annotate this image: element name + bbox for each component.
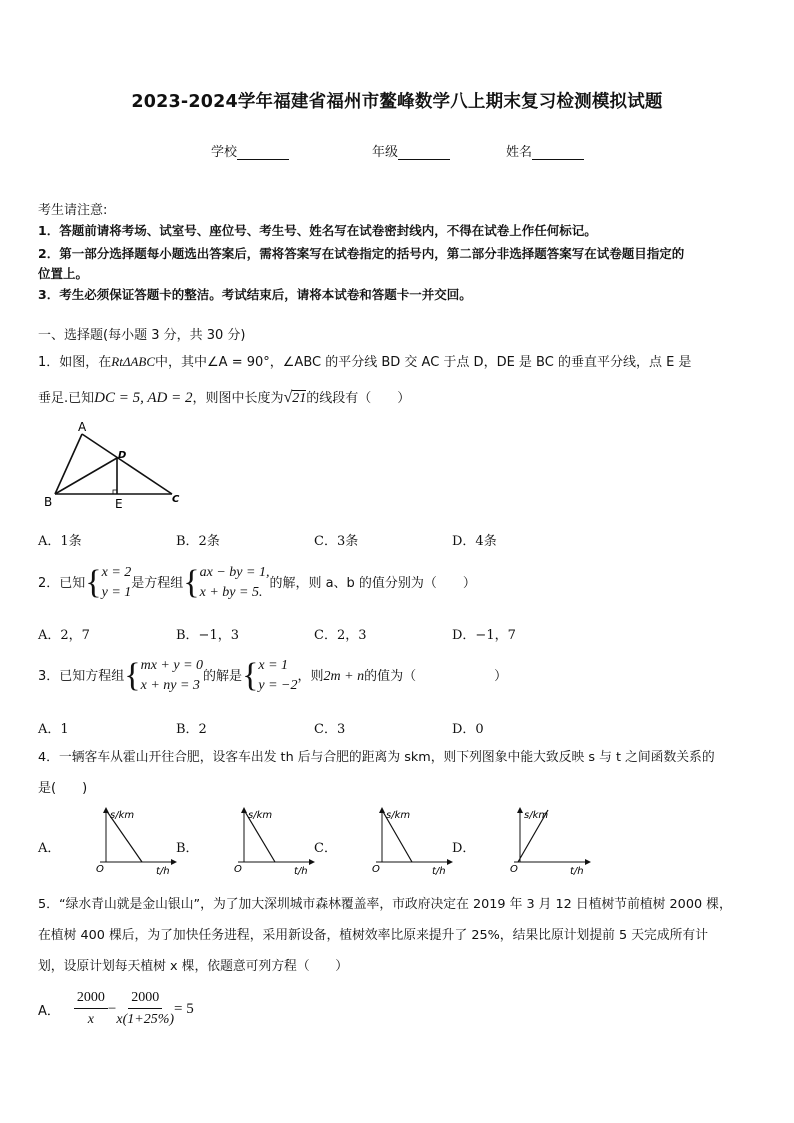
x-label: t/h (570, 866, 584, 877)
q2-option-a[interactable]: A．2，7 (38, 628, 90, 643)
q4-graph-d (484, 806, 594, 878)
grade-field: 年级 (372, 141, 450, 160)
q4-option-c[interactable]: C． (314, 841, 337, 856)
notice-item-2: 2．第一部分选择题每小题选出答案后，需将答案写在试卷指定的括号内，第二部分非选择题答案写在试卷题目指定的 (38, 246, 685, 261)
q2-option-c[interactable]: C．2，3 (314, 628, 367, 643)
label-a: A (78, 420, 87, 434)
label-e: E (115, 497, 123, 511)
q1-option-d[interactable]: D．4条 (452, 534, 497, 549)
x-label: t/h (432, 866, 446, 877)
q4-option-d[interactable]: D． (452, 841, 476, 856)
y-label: s/km (524, 810, 549, 821)
y-label: s/km (386, 810, 411, 821)
q4-graph-c (346, 806, 456, 878)
q2-option-b[interactable]: B．−1，3 (176, 628, 239, 643)
question-4-line-2: 是( ) (38, 781, 88, 796)
question-1-line-1: 1．如图，在RtΔABC中，其中∠A = 90°，∠ABC 的平分线 BD 交 AC 于点 D，DE 是 BC 的垂直平分线，点 E 是 (38, 354, 692, 370)
origin-label: O (372, 864, 380, 875)
origin-label: O (510, 864, 518, 875)
q4-option-a[interactable]: A． (38, 841, 61, 856)
question-2: 2．已知 { x = 2 y = 1 是方程组 { ax − by = 1, x + by = 5. 的解，则 a、b 的值分别为（ ） (38, 564, 476, 601)
question-4-line-1: 4．一辆客车从霍山开往合肥，设客车出发 th 后与合肥的距离为 skm，则下列图象中能大致反映 s 与 t 之间函数关系的 (38, 750, 715, 765)
notice-item-1: 1．答题前请将考场、试室号、座位号、考生号、姓名写在试卷密封线内，不得在试卷上作任何标记。 (38, 223, 597, 238)
notice-heading: 考生请注意: (38, 203, 108, 218)
name-field: 姓名 (506, 141, 584, 160)
q1-option-b[interactable]: B．2条 (176, 534, 220, 549)
origin-label: O (96, 864, 104, 875)
triangle-figure (38, 420, 188, 512)
notice-item-2-cont: 位置上。 (38, 266, 89, 281)
q4-graph-a (70, 806, 180, 878)
question-5-line-1: 5．“绿水青山就是金山银山”，为了加大深圳城市森林覆盖率，市政府决定在 2019 年 3 月 12 日植树节前植树 2000 棵， (38, 897, 732, 912)
q4-graph-b (208, 806, 318, 878)
q3-option-c[interactable]: C．3 (314, 722, 346, 737)
q5-option-a[interactable]: A． $\frac{2000}{x}$ − $\frac{2000}{x(1+25\%)}$ = 5 (38, 990, 194, 1027)
y-label: s/km (248, 810, 273, 821)
label-d: D (118, 450, 127, 461)
notice-item-3: 3．考生必须保证答题卡的整洁。考试结束后，请将本试卷和答题卡一并交回。 (38, 287, 472, 302)
x-label: t/h (156, 866, 170, 877)
q3-option-a[interactable]: A．1 (38, 722, 69, 737)
question-1-line-2: 垂足.已知DC = 5, AD = 2，则图中长度为√21的线段有（ ） (38, 389, 411, 406)
section-heading: 一、选择题(每小题 3 分，共 30 分) (38, 328, 246, 343)
q3-option-d[interactable]: D．0 (452, 722, 484, 737)
x-label: t/h (294, 866, 308, 877)
question-5-line-2: 在植树 400 棵后，为了加快任务进程，采用新设备，植树效率比原来提升了 25%，结果比原计划提前 5 天完成所有计 (38, 928, 709, 943)
q1-option-c[interactable]: C．3条 (314, 534, 359, 549)
q2-option-d[interactable]: D．−1，7 (452, 628, 516, 643)
question-5-line-3: 划，设原计划每天植树 x 棵，依题意可列方程（ ） (38, 959, 349, 974)
origin-label: O (234, 864, 242, 875)
label-c: C (172, 494, 180, 505)
school-field: 学校 (211, 141, 289, 160)
label-b: B (44, 495, 53, 509)
question-3: 3．已知方程组 { mx + y = 0 x + ny = 3 的解是 { x = 1 y = −2 ，则 2m + n 的值为（ ） (38, 657, 508, 694)
q3-option-b[interactable]: B．2 (176, 722, 207, 737)
exam-title: 2023-2024学年福建省福州市鳌峰数学八上期末复习检测模拟试题 (131, 92, 663, 112)
q4-option-b[interactable]: B． (176, 841, 199, 856)
q1-option-a[interactable]: A．1条 (38, 534, 82, 549)
y-label: s/km (110, 810, 135, 821)
